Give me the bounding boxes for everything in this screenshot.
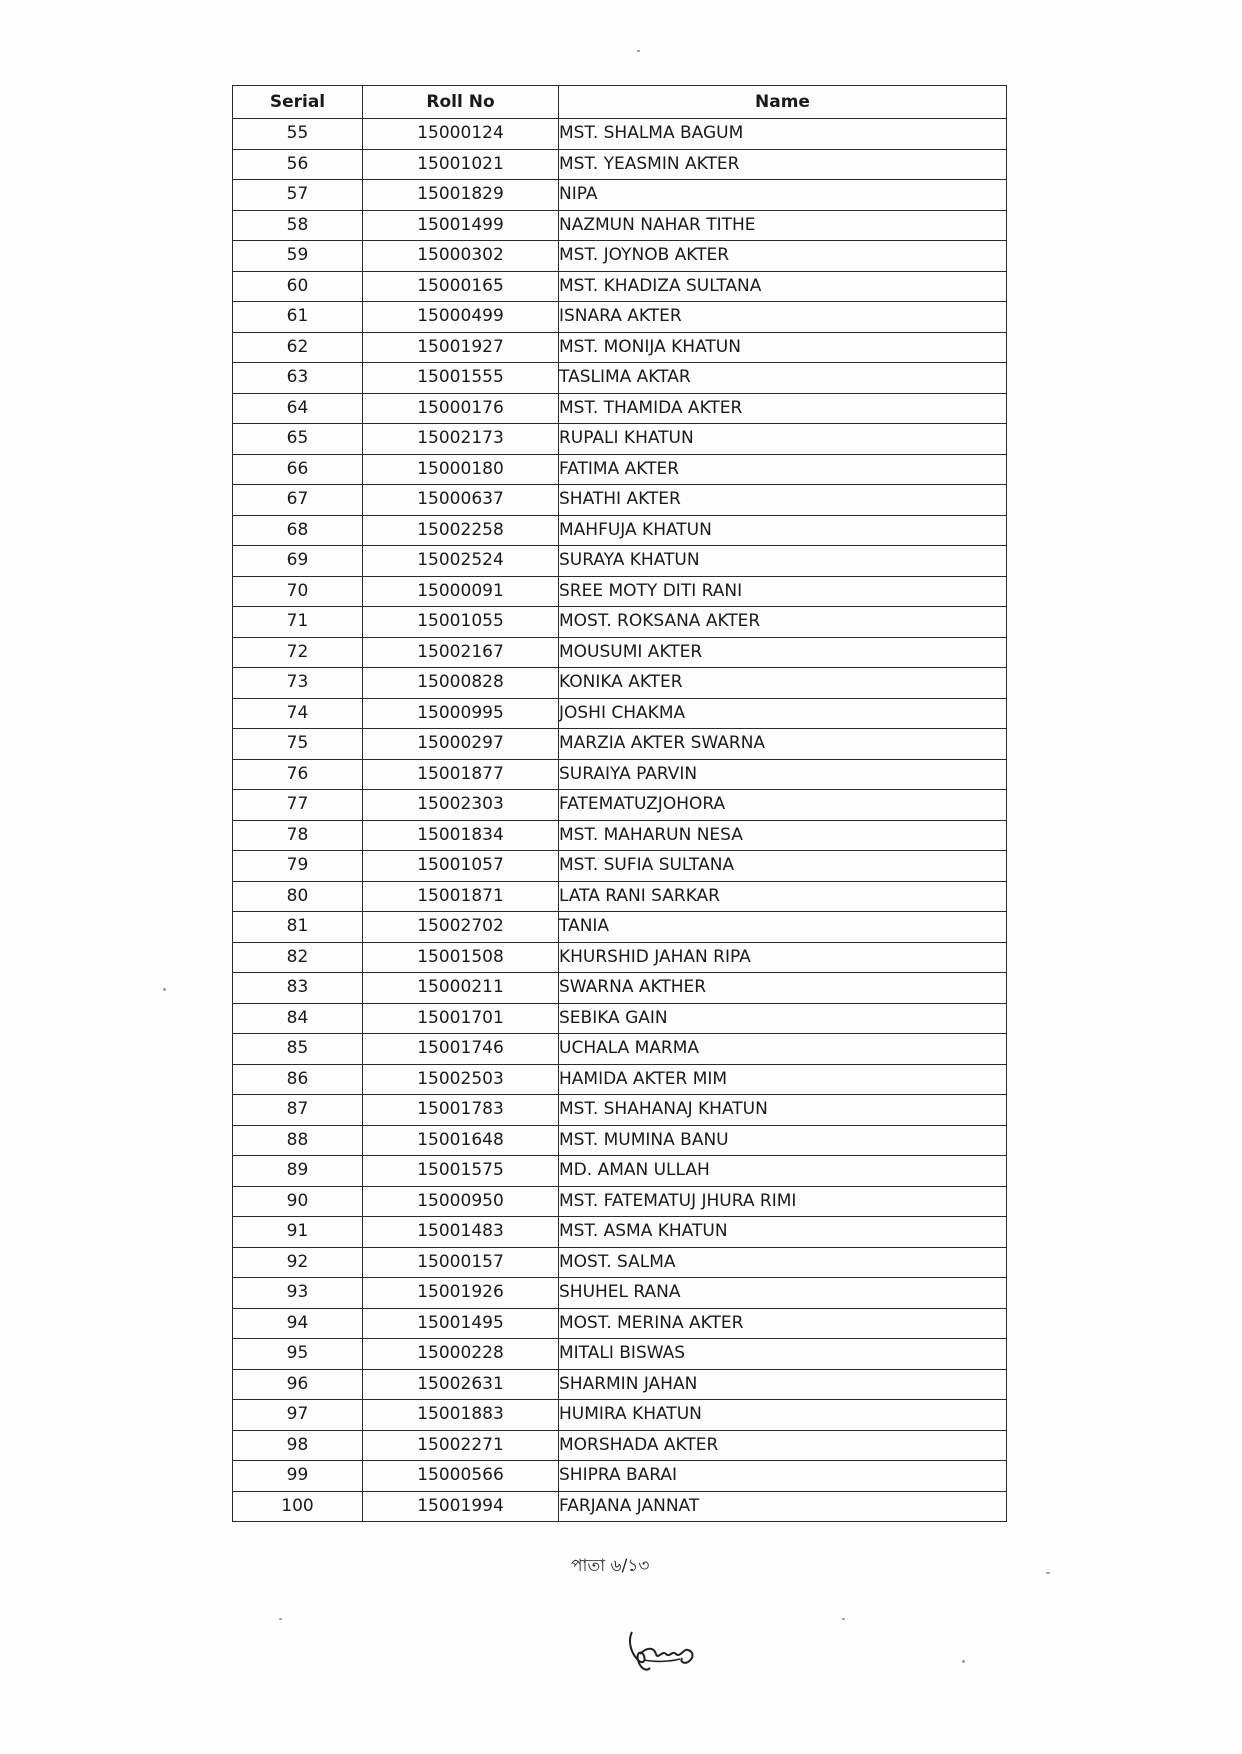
name-cell: SHUHEL RANA <box>559 1278 1007 1309</box>
table-row <box>233 1095 1007 1126</box>
serial-cell: 77 <box>233 790 363 821</box>
scan-speck <box>279 1618 282 1620</box>
roll-no-header: Roll No <box>363 86 559 119</box>
roll-no-cell: 15002303 <box>363 790 559 821</box>
table-row <box>233 1156 1007 1187</box>
table-row <box>233 271 1007 302</box>
name-cell: MST. ASMA KHATUN <box>559 1217 1007 1248</box>
signature-icon <box>624 1622 704 1682</box>
roll-no-cell: 15000091 <box>363 576 559 607</box>
table-row <box>233 363 1007 394</box>
serial-cell: 86 <box>233 1064 363 1095</box>
roll-no-cell: 15002271 <box>363 1430 559 1461</box>
table-row <box>233 637 1007 668</box>
name-cell: KHURSHID JAHAN RIPA <box>559 942 1007 973</box>
serial-cell: 63 <box>233 363 363 394</box>
name-cell: SHIPRA BARAI <box>559 1461 1007 1492</box>
roll-no-cell: 15002702 <box>363 912 559 943</box>
roll-no-cell: 15001648 <box>363 1125 559 1156</box>
serial-cell: 98 <box>233 1430 363 1461</box>
serial-cell: 88 <box>233 1125 363 1156</box>
serial-cell: 93 <box>233 1278 363 1309</box>
name-cell: MORSHADA AKTER <box>559 1430 1007 1461</box>
table-row <box>233 912 1007 943</box>
roll-no-cell: 15000566 <box>363 1461 559 1492</box>
roll-no-cell: 15002258 <box>363 515 559 546</box>
name-cell: NIPA <box>559 180 1007 211</box>
roll-no-cell: 15000180 <box>363 454 559 485</box>
scan-speck <box>842 1618 845 1620</box>
name-cell: KONIKA AKTER <box>559 668 1007 699</box>
serial-cell: 59 <box>233 241 363 272</box>
name-cell: SHARMIN JAHAN <box>559 1369 1007 1400</box>
name-cell: TASLIMA AKTAR <box>559 363 1007 394</box>
roll-no-cell: 15001495 <box>363 1308 559 1339</box>
roll-no-cell: 15001499 <box>363 210 559 241</box>
roll-no-cell: 15001508 <box>363 942 559 973</box>
serial-cell: 96 <box>233 1369 363 1400</box>
name-cell: RUPALI KHATUN <box>559 424 1007 455</box>
table-row <box>233 759 1007 790</box>
name-cell: MOST. SALMA <box>559 1247 1007 1278</box>
serial-cell: 68 <box>233 515 363 546</box>
table-row <box>233 119 1007 150</box>
serial-cell: 90 <box>233 1186 363 1217</box>
roll-no-cell: 15002524 <box>363 546 559 577</box>
name-cell: MOST. ROKSANA AKTER <box>559 607 1007 638</box>
table-row <box>233 1430 1007 1461</box>
name-cell: HUMIRA KHATUN <box>559 1400 1007 1431</box>
table-body <box>233 119 1007 1522</box>
name-cell: MST. YEASMIN AKTER <box>559 149 1007 180</box>
table-row <box>233 698 1007 729</box>
roll-no-cell: 15000157 <box>363 1247 559 1278</box>
roll-no-cell: 15000995 <box>363 698 559 729</box>
table-row <box>233 851 1007 882</box>
name-cell: ISNARA AKTER <box>559 302 1007 333</box>
roll-no-cell: 15001877 <box>363 759 559 790</box>
serial-header: Serial <box>233 86 363 119</box>
serial-cell: 61 <box>233 302 363 333</box>
table-row <box>233 1247 1007 1278</box>
serial-cell: 70 <box>233 576 363 607</box>
serial-cell: 66 <box>233 454 363 485</box>
table-row <box>233 485 1007 516</box>
serial-cell: 78 <box>233 820 363 851</box>
name-cell: SURAIYA PARVIN <box>559 759 1007 790</box>
name-cell: MST. FATEMATUJ JHURA RIMI <box>559 1186 1007 1217</box>
roll-no-cell: 15000124 <box>363 119 559 150</box>
name-cell: MST. MAHARUN NESA <box>559 820 1007 851</box>
roll-no-cell: 15001883 <box>363 1400 559 1431</box>
table-row <box>233 1308 1007 1339</box>
name-cell: NAZMUN NAHAR TITHE <box>559 210 1007 241</box>
name-cell: LATA RANI SARKAR <box>559 881 1007 912</box>
table-row <box>233 393 1007 424</box>
name-cell: MST. SHAHANAJ KHATUN <box>559 1095 1007 1126</box>
name-cell: MST. MUMINA BANU <box>559 1125 1007 1156</box>
roll-no-cell: 15001055 <box>363 607 559 638</box>
table-row <box>233 1003 1007 1034</box>
table-row <box>233 1339 1007 1370</box>
name-cell: MOUSUMI AKTER <box>559 637 1007 668</box>
name-cell: FATIMA AKTER <box>559 454 1007 485</box>
serial-cell: 84 <box>233 1003 363 1034</box>
roll-no-cell: 15001783 <box>363 1095 559 1126</box>
serial-cell: 85 <box>233 1034 363 1065</box>
table-row <box>233 302 1007 333</box>
roll-no-cell: 15002167 <box>363 637 559 668</box>
name-cell: MARZIA AKTER SWARNA <box>559 729 1007 760</box>
roll-no-cell: 15001871 <box>363 881 559 912</box>
table-row <box>233 241 1007 272</box>
serial-cell: 60 <box>233 271 363 302</box>
name-cell: MST. KHADIZA SULTANA <box>559 271 1007 302</box>
serial-cell: 73 <box>233 668 363 699</box>
roll-no-cell: 15001555 <box>363 363 559 394</box>
table-row <box>233 1125 1007 1156</box>
table-row <box>233 1400 1007 1431</box>
table-row <box>233 180 1007 211</box>
serial-cell: 92 <box>233 1247 363 1278</box>
name-cell: SURAYA KHATUN <box>559 546 1007 577</box>
table-row <box>233 1064 1007 1095</box>
serial-cell: 55 <box>233 119 363 150</box>
name-cell: MST. SHALMA BAGUM <box>559 119 1007 150</box>
name-cell: MITALI BISWAS <box>559 1339 1007 1370</box>
serial-cell: 82 <box>233 942 363 973</box>
table-row <box>233 454 1007 485</box>
scan-speck <box>163 988 166 991</box>
name-cell: HAMIDA AKTER MIM <box>559 1064 1007 1095</box>
roll-no-cell: 15002503 <box>363 1064 559 1095</box>
roll-no-cell: 15001834 <box>363 820 559 851</box>
table-row <box>233 668 1007 699</box>
serial-cell: 100 <box>233 1491 363 1522</box>
roll-no-cell: 15002173 <box>363 424 559 455</box>
serial-cell: 65 <box>233 424 363 455</box>
table-header <box>233 86 1007 119</box>
name-cell: SWARNA AKTHER <box>559 973 1007 1004</box>
header-row <box>233 86 1007 119</box>
table-row <box>233 1034 1007 1065</box>
name-cell: MST. MONIJA KHATUN <box>559 332 1007 363</box>
serial-cell: 75 <box>233 729 363 760</box>
serial-cell: 69 <box>233 546 363 577</box>
table-row <box>233 1491 1007 1522</box>
serial-cell: 81 <box>233 912 363 943</box>
roll-no-cell: 15000302 <box>363 241 559 272</box>
table-row <box>233 973 1007 1004</box>
table-row <box>233 820 1007 851</box>
serial-cell: 94 <box>233 1308 363 1339</box>
table-row <box>233 607 1007 638</box>
scan-speck <box>637 50 640 52</box>
serial-cell: 58 <box>233 210 363 241</box>
name-cell: SREE MOTY DITI RANI <box>559 576 1007 607</box>
serial-cell: 76 <box>233 759 363 790</box>
serial-cell: 71 <box>233 607 363 638</box>
table-row <box>233 1186 1007 1217</box>
serial-cell: 87 <box>233 1095 363 1126</box>
roll-no-cell: 15000297 <box>363 729 559 760</box>
table-row <box>233 1217 1007 1248</box>
name-cell: MST. SUFIA SULTANA <box>559 851 1007 882</box>
roll-no-cell: 15001829 <box>363 180 559 211</box>
table-row <box>233 1461 1007 1492</box>
roll-no-cell: 15001926 <box>363 1278 559 1309</box>
name-cell: MD. AMAN ULLAH <box>559 1156 1007 1187</box>
roll-no-cell: 15001746 <box>363 1034 559 1065</box>
table-row <box>233 424 1007 455</box>
serial-cell: 89 <box>233 1156 363 1187</box>
table-row <box>233 210 1007 241</box>
roll-no-cell: 15001057 <box>363 851 559 882</box>
table-row <box>233 515 1007 546</box>
roll-no-cell: 15000176 <box>363 393 559 424</box>
name-cell: JOSHI CHAKMA <box>559 698 1007 729</box>
roll-no-cell: 15000228 <box>363 1339 559 1370</box>
name-cell: FATEMATUZJOHORA <box>559 790 1007 821</box>
serial-cell: 67 <box>233 485 363 516</box>
table-row <box>233 942 1007 973</box>
table-row <box>233 1278 1007 1309</box>
table-row <box>233 729 1007 760</box>
name-cell: MAHFUJA KHATUN <box>559 515 1007 546</box>
roll-no-cell: 15000637 <box>363 485 559 516</box>
serial-cell: 91 <box>233 1217 363 1248</box>
name-cell: FARJANA JANNAT <box>559 1491 1007 1522</box>
table-row <box>233 881 1007 912</box>
serial-cell: 95 <box>233 1339 363 1370</box>
serial-cell: 72 <box>233 637 363 668</box>
name-cell: UCHALA MARMA <box>559 1034 1007 1065</box>
roll-no-cell: 15001021 <box>363 149 559 180</box>
serial-cell: 62 <box>233 332 363 363</box>
name-header: Name <box>559 86 1007 119</box>
table-row <box>233 1369 1007 1400</box>
serial-cell: 64 <box>233 393 363 424</box>
name-cell: MOST. MERINA AKTER <box>559 1308 1007 1339</box>
name-cell: SHATHI AKTER <box>559 485 1007 516</box>
roll-no-cell: 15000165 <box>363 271 559 302</box>
roll-no-cell: 15001994 <box>363 1491 559 1522</box>
roll-no-cell: 15000211 <box>363 973 559 1004</box>
roll-no-cell: 15000499 <box>363 302 559 333</box>
serial-cell: 99 <box>233 1461 363 1492</box>
table-row <box>233 546 1007 577</box>
serial-cell: 56 <box>233 149 363 180</box>
scan-speck <box>962 1660 965 1663</box>
roll-no-cell: 15001575 <box>363 1156 559 1187</box>
table-row <box>233 332 1007 363</box>
roll-no-cell: 15002631 <box>363 1369 559 1400</box>
roll-no-cell: 15001701 <box>363 1003 559 1034</box>
serial-cell: 74 <box>233 698 363 729</box>
scan-speck <box>1046 1572 1050 1574</box>
name-cell: MST. THAMIDA AKTER <box>559 393 1007 424</box>
roll-no-cell: 15000828 <box>363 668 559 699</box>
table-row <box>233 790 1007 821</box>
serial-cell: 83 <box>233 973 363 1004</box>
page-number: পাতা ৬/১৩ <box>571 1556 650 1576</box>
serial-cell: 57 <box>233 180 363 211</box>
serial-cell: 79 <box>233 851 363 882</box>
roll-no-cell: 15001483 <box>363 1217 559 1248</box>
name-cell: TANIA <box>559 912 1007 943</box>
roll-no-cell: 15000950 <box>363 1186 559 1217</box>
serial-cell: 80 <box>233 881 363 912</box>
roll-no-cell: 15001927 <box>363 332 559 363</box>
table-row <box>233 576 1007 607</box>
table-row <box>233 149 1007 180</box>
name-cell: MST. JOYNOB AKTER <box>559 241 1007 272</box>
name-cell: SEBIKA GAIN <box>559 1003 1007 1034</box>
result-table <box>232 85 1007 1522</box>
serial-cell: 97 <box>233 1400 363 1431</box>
